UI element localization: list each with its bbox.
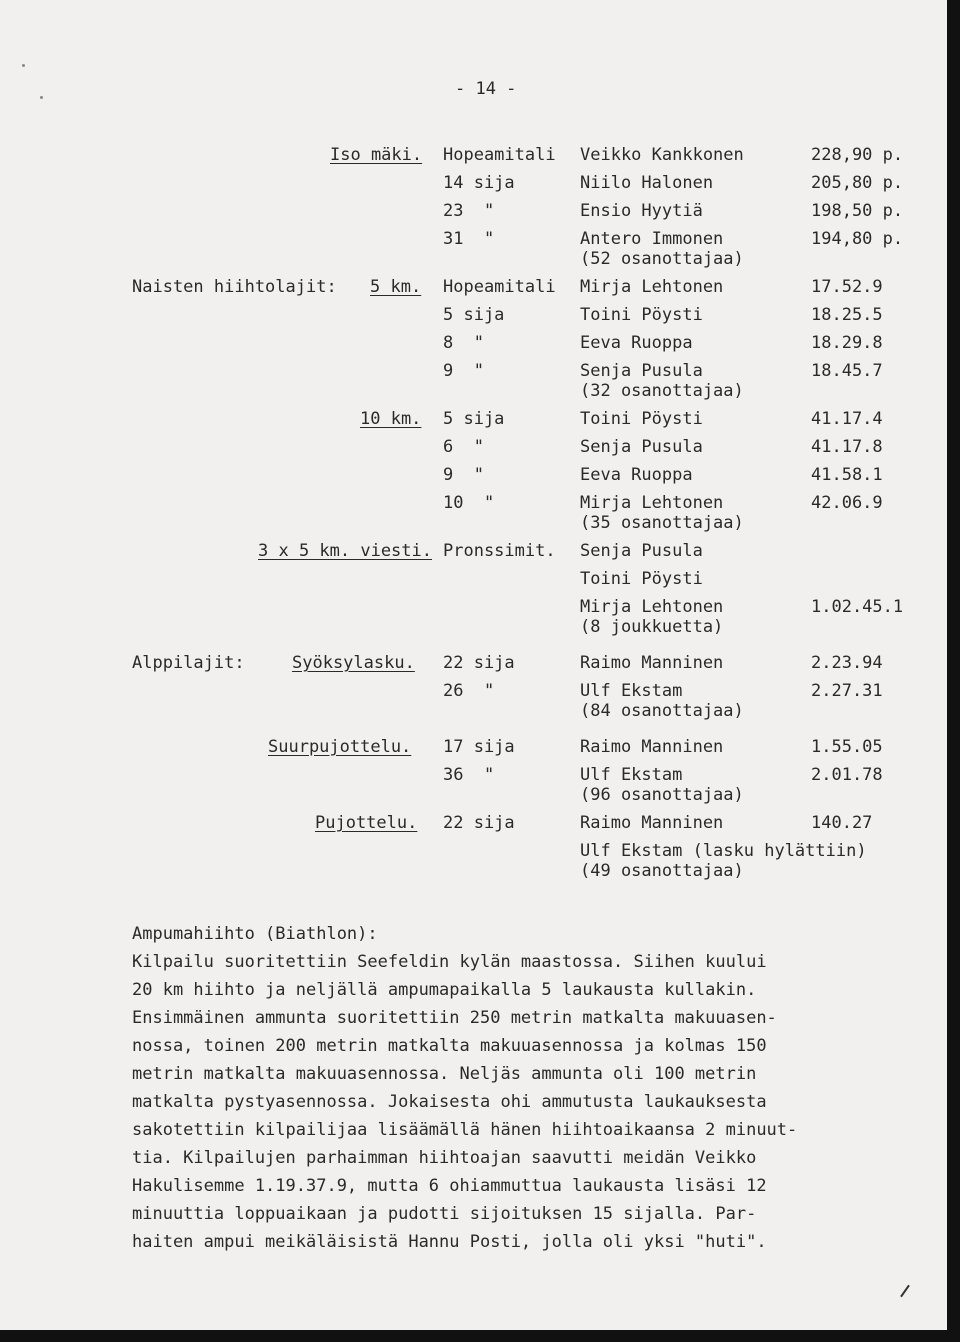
place: 5 sija [443,305,505,325]
athlete-name: Niilo Halonen [580,173,714,193]
athlete-name: Toini Pöysti [580,305,703,325]
result: 18.29.8 [811,333,883,353]
paragraph-line: nossa, toinen 200 metrin matkalta makuuasennossa ja kolmas 150 [132,1036,767,1056]
result: 198,50 p. [811,201,904,221]
paragraph-line: matkalta pystyasennossa. Jokaisesta ohi ammutusta laukauksesta [132,1092,767,1112]
pen-mark [900,1285,910,1298]
result: 41.58.1 [811,465,883,485]
biathlon-heading: Ampumahiihto (Biathlon): [132,924,378,944]
athlete-name: Raimo Manninen [580,813,724,833]
participants-note: (49 osanottajaa) [580,861,744,881]
place: 22 sija [443,813,515,833]
athlete-name: Senja Pusula [580,541,703,561]
km10-label: 10 km. [360,409,422,429]
place: 9 " [443,361,484,381]
paragraph-line: Ensimmäinen ammunta suoritettiin 250 metrin matkalta makuuasen- [132,1008,777,1028]
place: 10 " [443,493,495,513]
paragraph-line: tia. Kilpailujen parhaimman hiihtoajan saavutti meidän Veikko [132,1148,757,1168]
suurpujottelu-label: Suurpujottelu. [268,737,412,757]
athlete-name: Toini Pöysti [580,569,703,589]
athlete-name: Senja Pusula [580,361,703,381]
athlete-name: Ulf Ekstam [580,765,683,785]
paragraph-line: Hakulisemme 1.19.37.9, mutta 6 ohiammuttua laukausta lisäsi 12 [132,1176,767,1196]
place: 26 " [443,681,495,701]
result: 205,80 p. [811,173,904,193]
place: 9 " [443,465,484,485]
athlete-name: Raimo Manninen [580,737,724,757]
result: 1.02.45.1 [811,597,904,617]
scan-speck [22,64,25,67]
scan-border-right [947,0,960,1342]
athlete-name: Eeva Ruoppa [580,465,693,485]
athlete-name: Ulf Ekstam [580,681,683,701]
athlete-name: Antero Immonen [580,229,724,249]
participants-note: (8 joukkuetta) [580,617,724,637]
athlete-name: Eeva Ruoppa [580,333,693,353]
place: 22 sija [443,653,515,673]
participants-note: (52 osanottajaa) [580,249,744,269]
place: 8 " [443,333,484,353]
paragraph-line: minuuttia loppuaikaan ja pudotti sijoituksen 15 sijalla. Par- [132,1204,757,1224]
km5-label: 5 km. [370,277,422,297]
paragraph-line: Kilpailu suoritettiin Seefeldin kylän maastossa. Siihen kuului [132,952,767,972]
athlete-name: Toini Pöysti [580,409,703,429]
result: 2.01.78 [811,765,883,785]
result: 140.27 [811,813,873,833]
result: 41.17.4 [811,409,883,429]
disqualification-note: Ulf Ekstam (lasku hylättiin) [580,841,867,861]
result: 1.55.05 [811,737,883,757]
participants-note: (96 osanottajaa) [580,785,744,805]
result: 2.27.31 [811,681,883,701]
athlete-name: Ensio Hyytiä [580,201,703,221]
athlete-name: Mirja Lehtonen [580,597,724,617]
scan-border-bottom [0,1330,960,1342]
paragraph-line: metrin matkalta makuuasennossa. Neljäs ammunta oli 100 metrin [132,1064,757,1084]
relay-label: 3 x 5 km. viesti. [258,541,432,561]
place: 6 " [443,437,484,457]
place: 17 sija [443,737,515,757]
athlete-name: Veikko Kankkonen [580,145,744,165]
place: 23 " [443,201,495,221]
pujottelu-label: Pujottelu. [315,813,418,833]
paragraph-line: sakotettiin kilpailijaa lisäämällä hänen hiihtoaikaansa 2 minuut- [132,1120,798,1140]
alppilajit-label: Alppilajit: [132,653,245,673]
result: 228,90 p. [811,145,904,165]
result: 41.17.8 [811,437,883,457]
athlete-name: Mirja Lehtonen [580,493,724,513]
page-number: - 14 - [455,79,517,99]
athlete-name: Senja Pusula [580,437,703,457]
paragraph-line: 20 km hiihto ja neljällä ampumapaikalla 5 laukausta kullakin. [132,980,757,1000]
participants-note: (32 osanottajaa) [580,381,744,401]
place: 14 sija [443,173,515,193]
naisten-hiihtolajit-label: Naisten hiihtolajit: [132,277,337,297]
place: Hopeamitali [443,145,556,165]
syoksylasku-label: Syöksylasku. [292,653,415,673]
place: 5 sija [443,409,505,429]
participants-note: (84 osanottajaa) [580,701,744,721]
athlete-name: Mirja Lehtonen [580,277,724,297]
place: Hopeamitali [443,277,556,297]
result: 2.23.94 [811,653,883,673]
result: 17.52.9 [811,277,883,297]
result: 18.45.7 [811,361,883,381]
result: 194,80 p. [811,229,904,249]
result: 42.06.9 [811,493,883,513]
iso-maki-label: Iso mäki. [330,145,423,165]
result: 18.25.5 [811,305,883,325]
biathlon-section [132,920,872,1256]
place: Pronssimit. [443,541,556,561]
paragraph-line: haiten ampui meikäläisistä Hannu Posti, jolla oli yksi "huti". [132,1232,767,1252]
scan-speck [40,96,43,99]
place: 31 " [443,229,495,249]
participants-note: (35 osanottajaa) [580,513,744,533]
athlete-name: Raimo Manninen [580,653,724,673]
place: 36 " [443,765,495,785]
